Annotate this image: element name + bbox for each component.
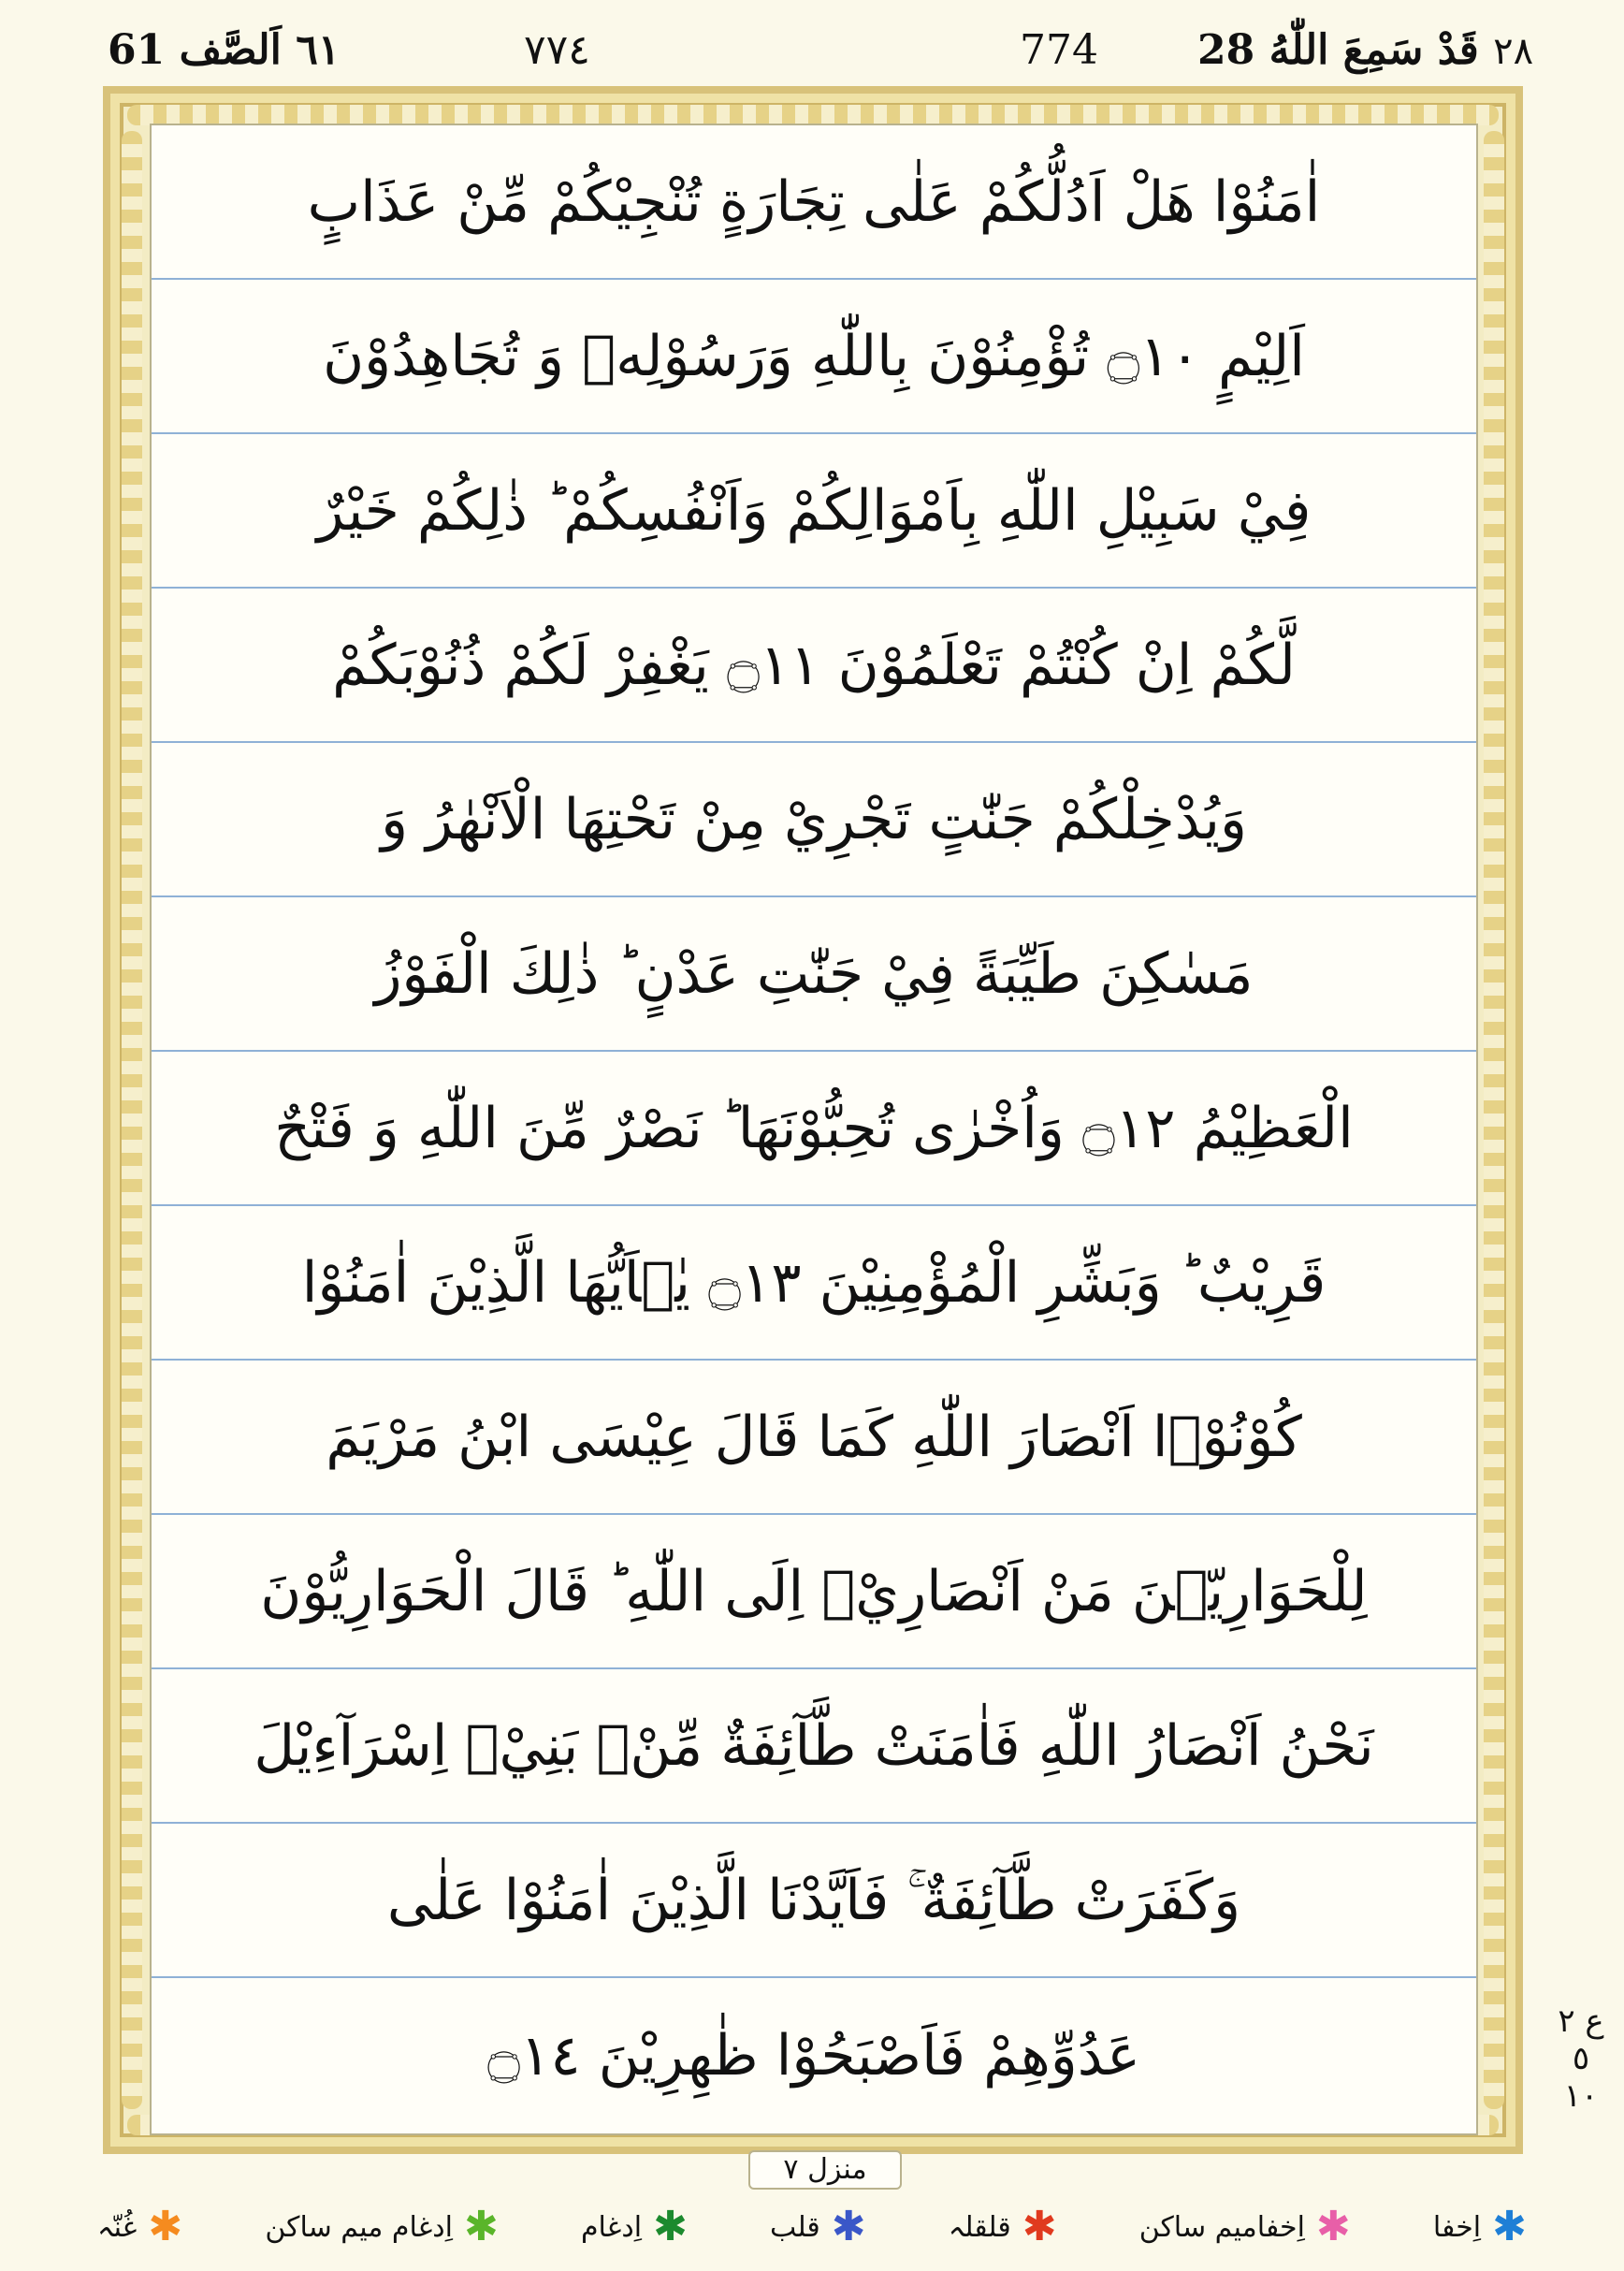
border-ornament-top: [127, 105, 1499, 125]
star-icon: ✱: [1492, 2203, 1527, 2250]
line-text: اَلِيْمٍ ۝١٠ تُؤْمِنُوْنَ بِاللّٰهِ وَرَسُوْلِهٖ وَ تُجَاهِدُوْنَ: [323, 323, 1305, 389]
juz-number-arabic: ٢٨: [1493, 30, 1534, 73]
legend-item: [1432, 2203, 1527, 2250]
line-text: لَّكُمْ اِنْ كُنْتُمْ تَعْلَمُوْنَ ۝١١ يَغْفِرْ لَكُمْ ذُنُوْبَكُمْ: [332, 632, 1296, 698]
text-line-12: [152, 1824, 1476, 1978]
text-line-6: [152, 897, 1476, 1052]
line-text: كُوْنُوْۤا اَنْصَارَ اللّٰهِ كَمَا قَالَ عِيْسَى ابْنُ مَرْيَمَ: [326, 1404, 1302, 1470]
page-header: [0, 0, 1624, 84]
border-ornament-left: [122, 131, 142, 2109]
line-text: قَرِيْبٌ ؕ وَبَشِّرِ الْمُؤْمِنِيْنَ ۝١٣ يٰۤاَيُّهَا الَّذِيْنَ اٰمَنُوْا: [301, 1249, 1327, 1316]
legend-label: غُنّہ: [97, 2210, 138, 2244]
text-line-13: [152, 1978, 1476, 2133]
line-text: الْعَظِيْمُ ۝١٢ وَاُخْرٰى تُحِبُّوْنَهَا ؕ نَصْرٌ مِّنَ اللّٰهِ وَ فَتْحٌ: [274, 1095, 1354, 1161]
ruku-marker: ع ٢ ٥ ١٠: [1558, 2002, 1604, 2115]
text-line-2: [152, 280, 1476, 434]
juz-name: قَدْ سَمِعَ اللّٰهُ: [1269, 26, 1479, 74]
star-icon: ✱: [653, 2203, 688, 2250]
star-icon: ✱: [831, 2203, 866, 2250]
legend-item: [97, 2203, 183, 2250]
star-icon: ✱: [1315, 2203, 1351, 2250]
legend-item: [770, 2203, 866, 2250]
text-line-1: [152, 125, 1476, 280]
text-line-11: [152, 1669, 1476, 1824]
page-number-arabic: ٧٧٤: [524, 26, 590, 74]
tajweed-legend: [0, 2190, 1624, 2264]
surah-name: اَلصَّف: [179, 26, 282, 74]
line-text: اٰمَنُوْا هَلْ اَدُلُّكُمْ عَلٰى تِجَارَةٍ تُنْجِيْكُمْ مِّنْ عَذَابٍ: [307, 168, 1321, 235]
line-text: فِيْ سَبِيْلِ اللّٰهِ بِاَمْوَالِكُمْ وَاَنْفُسِكُمْ ؕ ذٰلِكُمْ خَيْرٌ: [316, 477, 1312, 544]
legend-label: اِخفامیم ساکن: [1138, 2210, 1305, 2244]
legend-label: قلب: [770, 2210, 820, 2244]
star-icon: ✱: [1022, 2203, 1057, 2250]
text-line-8: [152, 1206, 1476, 1361]
legend-label: اِدغام: [580, 2210, 643, 2244]
text-line-3: [152, 434, 1476, 589]
line-text: مَسٰكِنَ طَيِّبَةً فِيْ جَنّٰتِ عَدْنٍ ؕ ذٰلِكَ الْفَوْزُ: [374, 940, 1254, 1007]
line-text: عَدُوِّهِمْ فَاَصْبَحُوْا ظٰهِرِيْنَ ۝١٤: [487, 2022, 1140, 2089]
line-text: وَيُدْخِلْكُمْ جَنّٰتٍ تَجْرِيْ مِنْ تَحْتِهَا الْاَنْهٰرُ وَ: [381, 786, 1247, 852]
text-line-9: [152, 1361, 1476, 1515]
text-line-4: [152, 589, 1476, 743]
star-icon: ✱: [148, 2203, 183, 2250]
line-text: نَحْنُ اَنْصَارُ اللّٰهِ فَاٰمَنَتْ طَّآئِفَةٌ مِّنْۢ بَنِيْۤ اِسْرَآءِيْلَ: [254, 1712, 1374, 1779]
surah-number-arabic: ٦١: [296, 26, 341, 74]
legend-label: اِخفا: [1432, 2210, 1482, 2244]
manzil-label: منزل ٧: [748, 2150, 902, 2190]
text-line-5: [152, 743, 1476, 897]
star-icon: ✱: [464, 2203, 499, 2250]
line-text: وَكَفَرَتْ طَّآئِفَةٌ ۚ فَاَيَّدْنَا الَّذِيْنَ اٰمَنُوْا عَلٰى: [386, 1867, 1241, 1933]
juz-number: 28: [1197, 26, 1255, 74]
border-ornament-right: [1484, 131, 1504, 2109]
page-number: 774: [1020, 26, 1098, 74]
line-text: لِلْحَوَارِيّٖنَ مَنْ اَنْصَارِيْۤ اِلَى اللّٰهِ ؕ قَالَ الْحَوَارِيُّوْنَ: [260, 1558, 1368, 1624]
juz-label: [1197, 26, 1533, 74]
surah-label: [108, 26, 341, 74]
text-line-10: [152, 1515, 1476, 1669]
legend-item: [1138, 2203, 1351, 2250]
legend-label: اِدغام میم ساکن: [265, 2210, 453, 2244]
legend-item: [580, 2203, 688, 2250]
surah-number: 61: [108, 26, 166, 74]
quran-text-area: [150, 124, 1478, 2135]
legend-item: [948, 2203, 1057, 2250]
text-line-7: [152, 1052, 1476, 1206]
legend-label: قلقلہ: [948, 2210, 1011, 2244]
legend-item: [265, 2203, 499, 2250]
